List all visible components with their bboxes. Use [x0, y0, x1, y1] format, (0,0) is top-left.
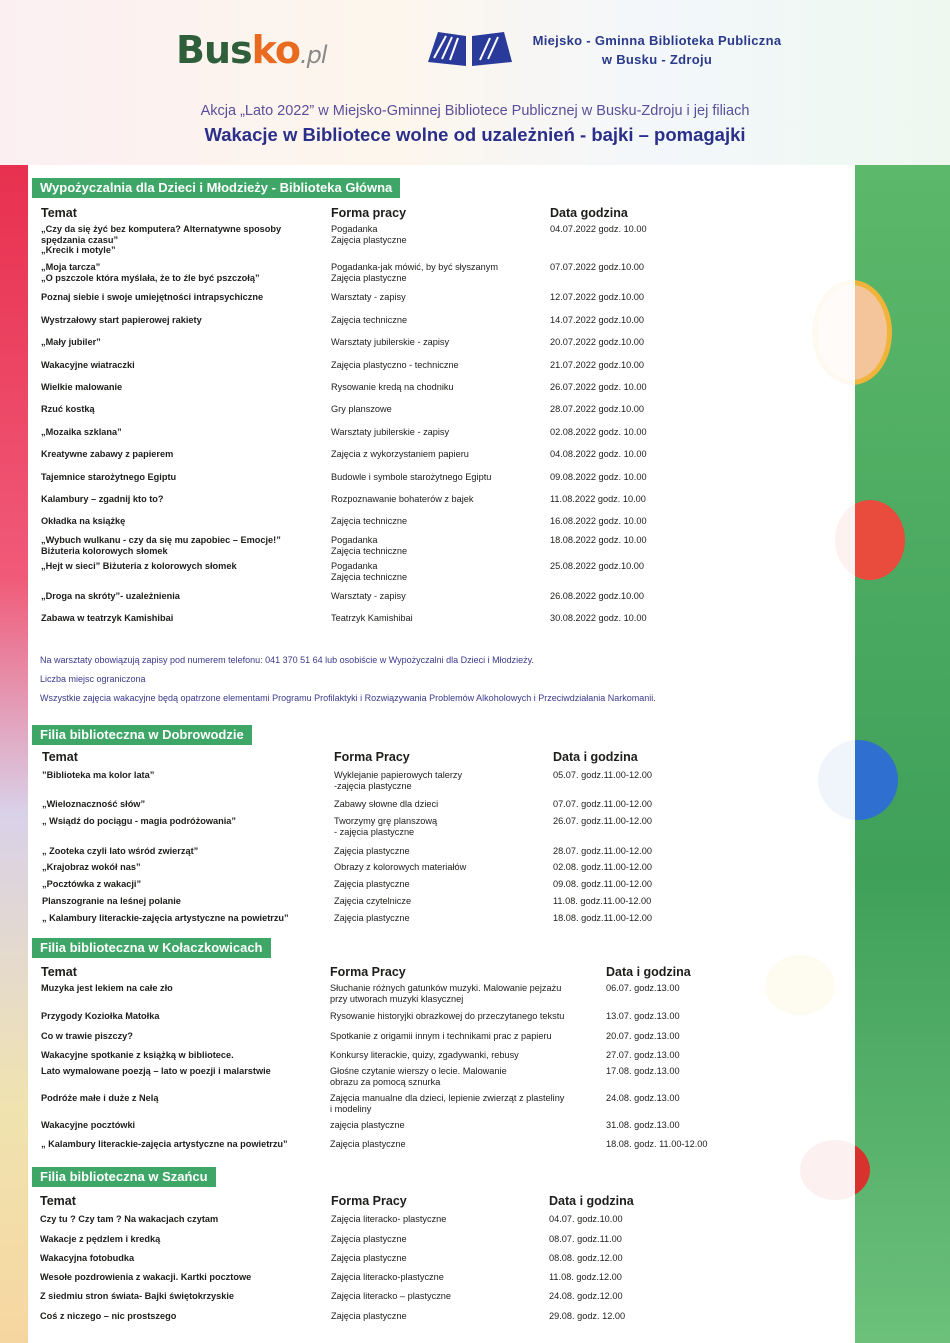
row-date: 24.08. godz.12.00 — [549, 1291, 623, 1301]
row-form: Zajęcia literacko – plastyczne — [331, 1291, 452, 1301]
section-title: Filia biblioteczna w Kołaczkowicach — [32, 938, 271, 958]
row-date: 29.08. godz. 12.00 — [549, 1311, 626, 1321]
row-form: Zajęcia literacko- plastyczne — [331, 1214, 447, 1224]
row-topic: „Czy da się żyć bez komputera? Alternatywne sposoby spędzania czasu” „Krecik i motyle” — [41, 224, 282, 255]
row-form: Zajęcia plastyczne — [330, 1139, 406, 1149]
row-form: Głośne czytanie wierszy o lecie. Malowanie obrazu za pomocą sznurka — [330, 1066, 507, 1087]
row-form: Zajęcia plastyczne — [331, 1234, 407, 1244]
row-form: Zajęcia czytelnicze — [334, 896, 412, 906]
row-date: 20.07. godz.13.00 — [606, 1031, 680, 1041]
row-form: zajęcia plastyczne — [330, 1120, 405, 1130]
row-topic: ”Biblioteka ma kolor lata” — [42, 770, 155, 780]
row-topic: Poznaj siebie i swoje umiejętności intrapsychiczne — [41, 292, 264, 302]
row-topic: „Wybuch wulkanu - czy da się mu zapobiec – Emocje!” Biżuteria kolorowych słomek — [41, 535, 281, 556]
row-topic: Kalambury – zgadnij kto to? — [41, 494, 164, 504]
row-form: Zabawy słowne dla dzieci — [334, 799, 439, 809]
row-date: 02.08.2022 godz. 10.00 — [550, 427, 647, 437]
row-date: 26.07.2022 godz. 10.00 — [550, 382, 647, 392]
page-subtitle: Akcja „Lato 2022” w Miejsko-Gminnej Bibliotece Publicznej w Busku-Zdroju i jej filiach — [200, 103, 750, 119]
row-topic: „Moja tarcza” „O pszczole która myślała, że to źle być pszczołą” — [41, 262, 260, 283]
row-topic: „Droga na skróty”- uzależnienia — [41, 591, 180, 601]
row-date: 28.07. godz.11.00-12.00 — [553, 846, 652, 856]
row-date: 04.07. godz.10.00 — [549, 1214, 623, 1224]
row-date: 07.07.2022 godz.10.00 — [550, 262, 645, 272]
row-topic: Wakacje z pędzlem i kredką — [40, 1234, 161, 1244]
row-topic: Wesołe pozdrowienia z wakacji. Kartki pocztowe — [40, 1272, 252, 1282]
row-form: Zajęcia plastyczne — [331, 1311, 407, 1321]
row-topic: Zabawa w teatrzyk Kamishibai — [41, 613, 174, 623]
row-form: Zajęcia techniczne — [331, 315, 408, 325]
row-date: 16.08.2022 godz. 10.00 — [550, 516, 647, 526]
row-topic: „Hejt w sieci” Biżuteria z kolorowych słomek — [41, 561, 237, 571]
left-decor-strip — [0, 165, 28, 1343]
section-title: Filia biblioteczna w Szańcu — [32, 1167, 216, 1187]
info-note: Liczba miejsc ograniczona — [40, 674, 146, 684]
row-topic: Z siedmiu stron świata- Bajki świętokrzyskie — [40, 1291, 235, 1301]
info-note: Na warsztaty obowiązują zapisy pod numerem telefonu: 041 370 51 64 lub osobiście w Wypożyczalni dla Dzieci i Młodzieży. — [40, 655, 534, 665]
row-date: 04.07.2022 godz. 10.00 — [550, 224, 647, 234]
row-date: 06.07. godz.13.00 — [606, 983, 680, 993]
row-form: Warsztaty - zapisy — [331, 591, 406, 601]
row-date: 11.08.2022 godz. 10.00 — [550, 494, 646, 504]
book-icon — [424, 28, 516, 68]
row-topic: Wakacyjna fotobudka — [40, 1253, 135, 1263]
row-form: Teatrzyk Kamishibai — [331, 613, 413, 623]
row-topic: Podróże małe i duże z Nelą — [41, 1093, 159, 1103]
row-form: Zajęcia plastyczne — [331, 1253, 407, 1263]
row-date: 11.08. godz.12.00 — [549, 1272, 622, 1282]
column-header: Data i godzina — [606, 965, 691, 979]
row-form: Zajęcia plastyczne — [334, 913, 410, 923]
row-topic: „Wieloznaczność słów” — [42, 799, 146, 809]
row-date: 26.07. godz.11.00-12.00 — [553, 816, 652, 826]
row-topic: Coś z niczego – nic prostszego — [40, 1311, 177, 1321]
row-form: Pogadanka Zajęcia techniczne — [331, 535, 408, 556]
row-date: 02.08. godz.11.00-12.00 — [553, 862, 652, 872]
row-date: 11.08. godz.11.00-12.00 — [553, 896, 652, 906]
row-date: 30.08.2022 godz. 10.00 — [550, 613, 647, 623]
row-form: Pogadanka Zajęcia techniczne — [331, 561, 408, 582]
row-form: Obrazy z kolorowych materiałów — [334, 862, 467, 872]
column-header: Forma Pracy — [334, 750, 410, 764]
column-header: Temat — [40, 1194, 76, 1208]
row-form: Zajęcia literacko-plastyczne — [331, 1272, 444, 1282]
row-date: 08.08. godz.12.00 — [549, 1253, 623, 1263]
row-form: Zajęcia plastyczne — [334, 879, 410, 889]
row-date: 26.08.2022 godz.10.00 — [550, 591, 645, 601]
row-date: 31.08. godz.13.00 — [606, 1120, 680, 1130]
row-date: 14.07.2022 godz.10.00 — [550, 315, 645, 325]
row-form: Budowle i symbole starożytnego Egiptu — [331, 472, 492, 482]
row-form: Zajęcia techniczne — [331, 516, 408, 526]
row-date: 27.07. godz.13.00 — [606, 1050, 680, 1060]
row-topic: Wielkie malowanie — [41, 382, 123, 392]
section-title: Wypożyczalnia dla Dzieci i Młodzieży - Biblioteka Główna — [32, 178, 400, 198]
row-topic: Wakacyjne spotkanie z książką w bibliotece. — [41, 1050, 234, 1060]
row-date: 18.08. godz.11.00-12.00 — [553, 913, 652, 923]
column-header: Forma pracy — [331, 206, 407, 220]
row-form: Zajęcia manualne dla dzieci, lepienie zwierząt z plasteliny i modeliny — [330, 1093, 565, 1114]
column-header: Data i godzina — [553, 750, 638, 764]
row-date: 13.07. godz.13.00 — [606, 1011, 680, 1021]
row-date: 05.07. godz.11.00-12.00 — [553, 770, 652, 780]
row-topic: „Mały jubiler” — [41, 337, 101, 347]
busko-logo: Busko.pl — [176, 28, 327, 72]
row-date: 18.08.2022 godz. 10.00 — [550, 535, 647, 545]
row-topic: Wakacyjne pocztówki — [41, 1120, 136, 1130]
column-header: Temat — [42, 750, 78, 764]
row-topic: Okładka na książkę — [41, 516, 126, 526]
page-title: Wakacje w Bibliotece wolne od uzależnień - bajki – pomagajki — [204, 124, 746, 145]
row-form: Warsztaty - zapisy — [331, 292, 406, 302]
row-form: Wyklejanie papierowych talerzy -zajęcia plastyczne — [334, 770, 463, 791]
column-header: Temat — [41, 965, 77, 979]
row-date: 20.07.2022 godz.10.00 — [550, 337, 645, 347]
row-form: Rysowanie kredą na chodniku — [331, 382, 454, 392]
row-topic: „ Zooteka czyli lato wśród zwierząt” — [42, 846, 199, 856]
row-form: Zajęcia plastyczno - techniczne — [331, 360, 459, 370]
row-form: Rysowanie historyjki obrazkowej do przeczytanego tekstu — [330, 1011, 565, 1021]
row-topic: Planszogranie na leśnej polanie — [42, 896, 181, 906]
row-date: 08.07. godz.11.00 — [549, 1234, 622, 1244]
row-form: Pogadanka Zajęcia plastyczne — [331, 224, 407, 245]
column-header: Forma Pracy — [331, 1194, 407, 1208]
row-topic: Wystrzałowy start papierowej rakiety — [41, 315, 202, 325]
row-topic: „Mozaika szklana” — [41, 427, 122, 437]
row-topic: Przygody Koziołka Matołka — [41, 1011, 160, 1021]
row-form: Zajęcia plastyczne — [334, 846, 410, 856]
column-header: Temat — [41, 206, 77, 220]
row-topic: Kreatywne zabawy z papierem — [41, 449, 174, 459]
row-topic: „Krajobraz wokół nas” — [42, 862, 141, 872]
section-title: Filia biblioteczna w Dobrowodzie — [32, 725, 252, 745]
row-topic: Tajemnice starożytnego Egiptu — [41, 472, 177, 482]
row-form: Tworzymy grę planszową - zajęcia plastyczne — [334, 816, 438, 837]
row-date: 04.08.2022 godz. 10.00 — [550, 449, 647, 459]
column-header: Data godzina — [550, 206, 628, 220]
row-date: 21.07.2022 godz.10.00 — [550, 360, 645, 370]
row-form: Spotkanie z origamii innym i technikami prac z papieru — [330, 1031, 552, 1041]
row-topic: Czy tu ? Czy tam ? Na wakacjach czytam — [40, 1214, 219, 1224]
row-date: 07.07. godz.11.00-12.00 — [553, 799, 652, 809]
row-date: 12.07.2022 godz.10.00 — [550, 292, 645, 302]
row-form: Zajęcia z wykorzystaniem papieru — [331, 449, 469, 459]
row-topic: „Pocztówka z wakacji” — [42, 879, 142, 889]
info-note: Wszystkie zajęcia wakacyjne będą opatrzone elementami Programu Profilaktyki i Rozwiązywania Problemów Alkoholowych i Przeciwdziałania Narkomanii. — [40, 693, 656, 703]
row-topic: Wakacyjne wiatraczki — [41, 360, 135, 370]
row-date: 28.07.2022 godz.10.00 — [550, 404, 645, 414]
row-topic: „ Kalambury literackie-zajęcia artystyczne na powietrzu” — [41, 1139, 288, 1149]
row-topic: „ Wsiądź do pociągu - magia podróżowania” — [42, 816, 236, 826]
row-date: 17.08. godz.13.00 — [606, 1066, 680, 1076]
row-topic: Lato wymalowane poezją – lato w poezji i malarstwie — [41, 1066, 271, 1076]
row-date: 09.08. godz.11.00-12.00 — [553, 879, 652, 889]
row-date: 24.08. godz.13.00 — [606, 1093, 680, 1103]
column-header: Data i godzina — [549, 1194, 634, 1208]
column-header: Forma Pracy — [330, 965, 406, 979]
row-form: Rozpoznawanie bohaterów z bajek — [331, 494, 474, 504]
library-name: Miejsko - Gminna Biblioteka Publiczna w Busku - Zdroju — [532, 33, 782, 67]
row-form: Warsztaty jubilerskie - zapisy — [331, 337, 450, 347]
row-topic: Rzuć kostką — [41, 404, 95, 414]
row-date: 18.08. godz. 11.00-12.00 — [606, 1139, 708, 1149]
row-topic: Co w trawie piszczy? — [41, 1031, 133, 1041]
row-topic: Muzyka jest lekiem na całe zło — [41, 983, 173, 993]
row-form: Pogadanka-jak mówić, by być słyszanym Zajęcia plastyczne — [331, 262, 498, 283]
row-date: 25.08.2022 godz.10.00 — [550, 561, 645, 571]
row-topic: „ Kalambury literackie-zajęcia artystyczne na powietrzu” — [42, 913, 289, 923]
row-form: Warsztaty jubilerskie - zapisy — [331, 427, 450, 437]
row-form: Konkursy literackie, quizy, zgadywanki, rebusy — [330, 1050, 519, 1060]
row-date: 09.08.2022 godz. 10.00 — [550, 472, 647, 482]
row-form: Gry planszowe — [331, 404, 392, 414]
row-form: Słuchanie różnych gatunków muzyki. Malowanie pejzażu przy utworach muzyki klasycznej — [330, 983, 562, 1004]
